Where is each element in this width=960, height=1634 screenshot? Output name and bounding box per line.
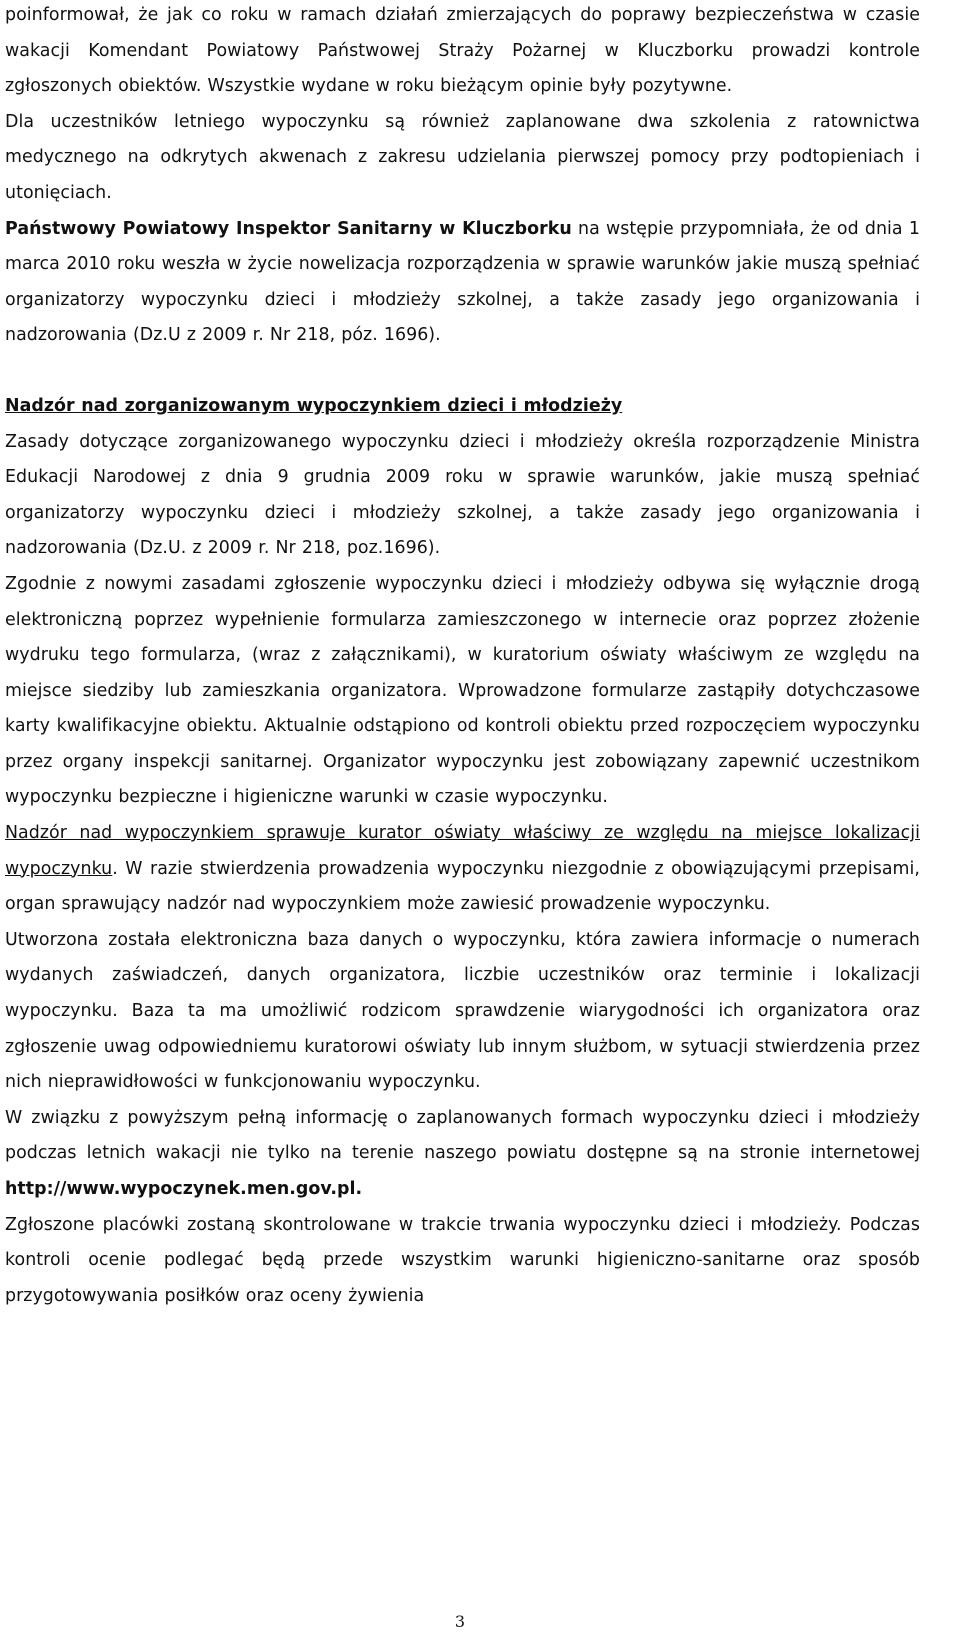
paragraph-text: Utworzona została elektroniczna baza danych o wypoczynku, która zawiera informacje o numerach wydanych zaświadczeń, danych organizatora, liczbie uczestników oraz terminie i lokalizacji wypoczynku. Baza ta ma umożliwić rodzicom sprawdzenie wiarygodności ich organizatora oraz zgłoszenie uwag odpowiedniemu kuratorowi oświaty lub innym służbom, w sytuacji stwierdzenia przez nich nieprawidłowości w funkcjonowaniu wypoczynku. [5,929,920,1093]
paragraph-text: Zasady dotyczące zorganizowanego wypoczynku dzieci i młodzieży określa rozporządzenie Ministra Edukacji Narodowej z dnia 9 grudnia 2009 roku w sprawie warunków, jakie muszą spełniać organizatorzy wypoczynku dzieci i młodzieży szkolnej, a także zasady jego organizowania i nadzorowania (Dz.U. z 2009 r. Nr 218, poz.1696). [5,431,920,559]
paragraph-electronic-registration [5,567,920,816]
supervision-underlined: Nadzór nad wypoczynkiem sprawuje kurator oświaty właściwy ze względu na miejsce lokalizacji wypoczynku [5,823,920,879]
spacer [5,354,920,389]
page-number: 3 [454,1612,466,1631]
paragraph-text: na wstępie przypomniała, że od dnia 1 marca 2010 roku weszła w życie nowelizacja rozporządzenia w sprawie warunków jakie muszą spełniać organizatorzy wypoczynku dzieci i młodzieży szkolnej, a także zasady jego organizowania i nadzorowania (Dz.U z 2009 r. Nr 218, póz. 1696). [5,218,920,346]
document-page [5,0,920,1314]
paragraph-sanitary-inspector [5,212,920,354]
paragraph-regulation [5,425,920,567]
paragraph-text: Zgłoszone placówki zostaną skontrolowane w trakcie trwania wypoczynku dzieci i młodzieży. Podczas kontroli ocenie podlegać będą przede wszystkim warunki higieniczno-sanitarne oraz sposób przygotowywania posiłków oraz oceny żywienia [5,1214,920,1306]
paragraph-first-aid-training [5,105,920,212]
section-heading: Nadzór nad zorganizowanym wypoczynkiem dzieci i młodzieży [5,395,623,416]
paragraph-text: W związku z powyższym pełną informację o zaplanowanych formach wypoczynku dzieci i młodzieży podczas letnich wakacji nie tylko na terenie naszego powiatu dostępne są na stronie internetowej [5,1107,920,1164]
website-link[interactable]: http://www.wypoczynek.men.gov.pl. [5,1179,363,1199]
paragraph-text: . W razie stwierdzenia prowadzenia wypoczynku niezgodnie z obowiązującymi przepisami, organ sprawujący nadzór nad wypoczynkiem może zawiesić prowadzenie wypoczynku. [5,858,920,915]
paragraph-database [5,923,920,1101]
paragraph-text: poinformował, że jak co roku w ramach działań zmierzających do poprawy bezpieczeństwa w czasie wakacji Komendant Powiatowy Państwowej Straży Pożarnej w Kluczborku prowadzi kontrole zgłoszonych obiektów. Wszystkie wydane w roku bieżącym opinie były pozytywne. [5,5,920,97]
paragraph-text: Zgodnie z nowymi zasadami zgłoszenie wypoczynku dzieci i młodzieży odbywa się wyłącznie drogą elektroniczną poprzez wypełnienie formularza zamieszczonego w internecie oraz poprzez złożenie wydruku tego formularza, (wraz z załącznikami), w kuratorium oświaty właściwym ze względu na miejsce siedziby lub zamieszkania organizatora. Wprowadzone formularze zastąpiły dotychczasowe karty kwalifikacyjne obiektu. Aktualnie odstąpiono od kontroli obiektu przed rozpoczęciem wypoczynku przez organy inspekcji sanitarnej. Organizator wypoczynku jest zobowiązany zapewnić uczestnikom wypoczynku bezpieczne i higieniczne warunki w czasie wypoczynku. [5,573,920,808]
paragraph-fire-inspection [5,0,920,105]
paragraph-supervision [5,816,920,923]
paragraph-inspections [5,1208,920,1315]
paragraph-website-info [5,1101,920,1208]
inspector-name: Państwowy Powiatowy Inspektor Sanitarny w Kluczborku [5,218,572,239]
paragraph-text: Dla uczestników letniego wypoczynku są również zaplanowane dwa szkolenia z ratownictwa medycznego na odkrytych akwenach z zakresu udzielania pierwszej pomocy przy podtopieniach i utonięciach. [5,111,920,203]
